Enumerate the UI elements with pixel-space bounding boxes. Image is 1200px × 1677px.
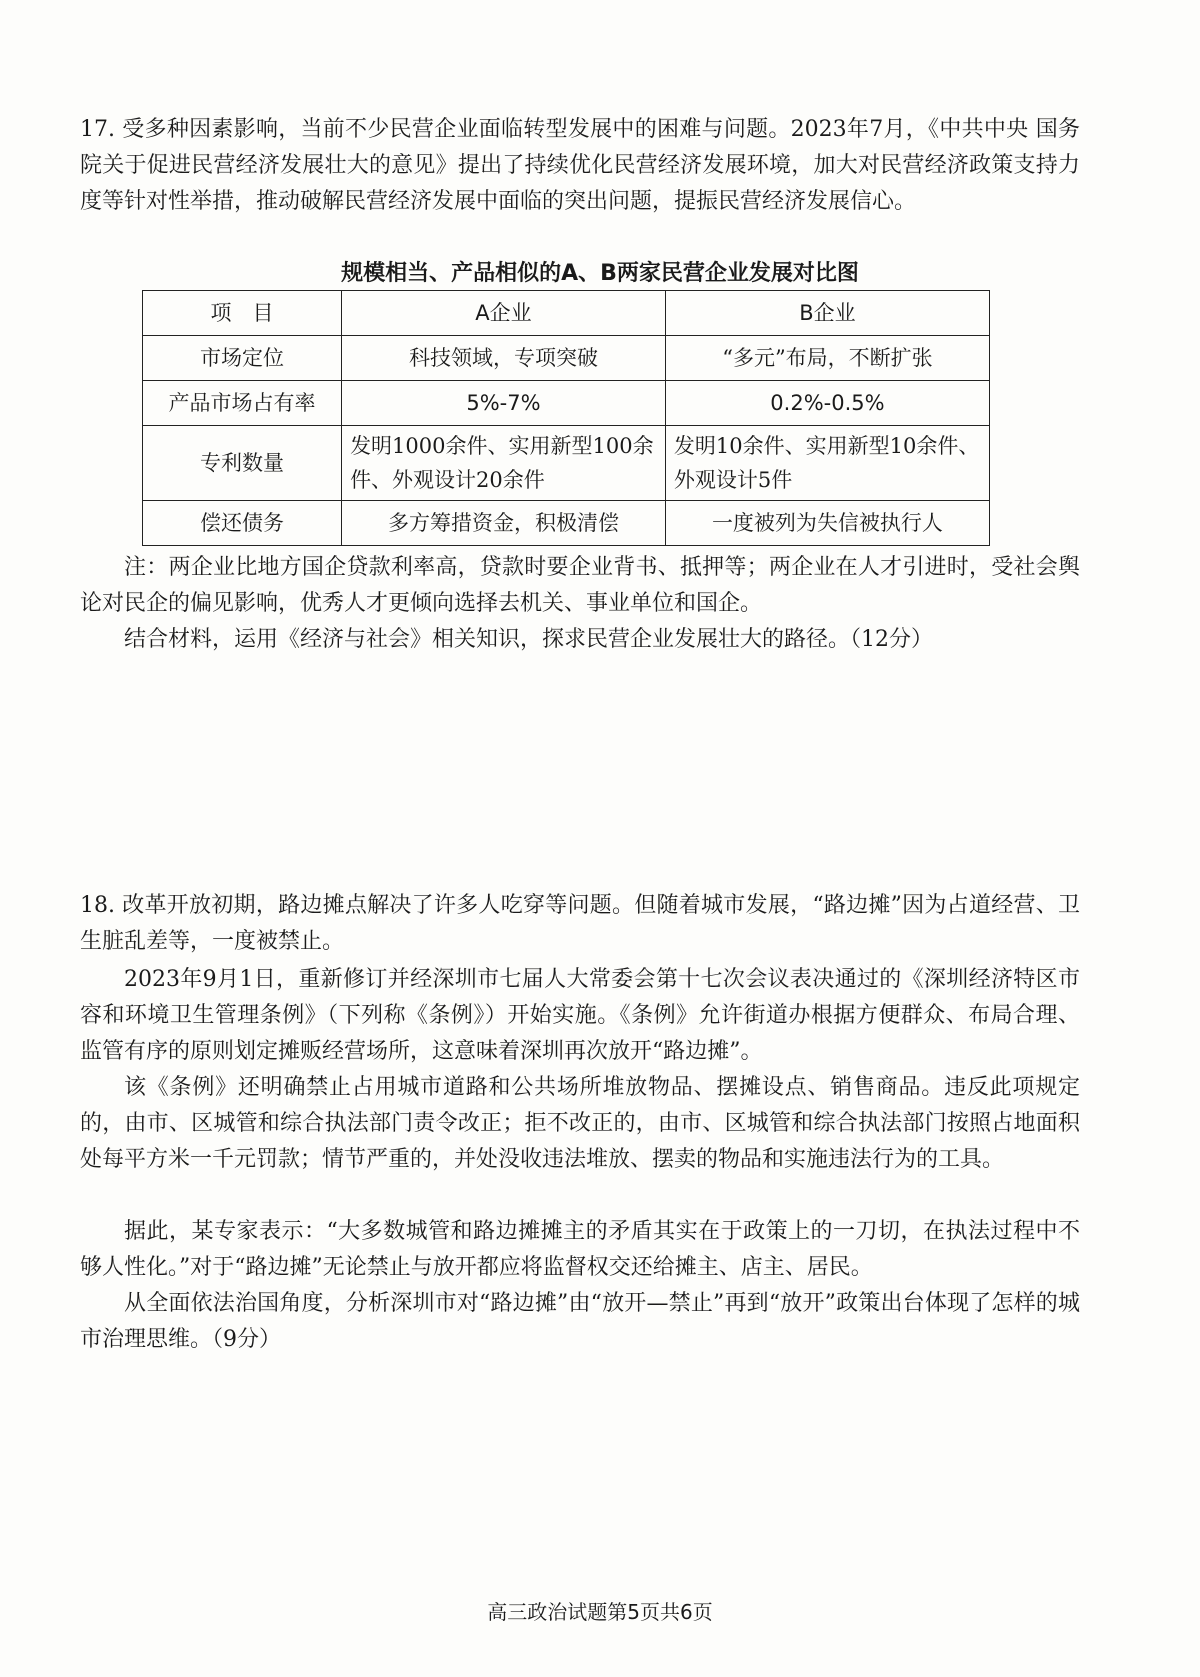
table-row <box>143 336 990 381</box>
table-row <box>143 381 990 426</box>
cell-a: 多方筹措资金，积极清偿 <box>342 501 666 546</box>
table-row <box>143 501 990 546</box>
cell-b: 发明10余件、实用新型10余件、外观设计5件 <box>665 426 989 501</box>
cell-a: 科技领域，专项突破 <box>342 336 666 381</box>
cell-a: 发明1000余件、实用新型100余件、外观设计20余件 <box>342 426 666 501</box>
q18-question: 从全面依法治国角度，分析深圳市对“路边摊”由“放开—禁止”再到“放开”政策出台体现了怎样的城市治理思维。（9分） <box>80 1291 1080 1352</box>
row-label: 产品市场占有率 <box>143 381 342 426</box>
cell-b: 0.2%-0.5% <box>665 381 989 426</box>
q18-paragraph-1: 18. 改革开放初期，路边摊点解决了许多人吃穿等问题。但随着城市发展，“路边摊”因为占道经营、卫生脏乱差等，一度被禁止。 <box>80 893 1080 954</box>
q18-paragraph-2: 2023年9月1日，重新修订并经深圳市七届人大常委会第十七次会议表决通过的《深圳经济特区市容和环境卫生管理条例》（下列称《条例》）开始实施。《条例》允许街道办根据方便群众、布局合理、监管有序的原则划定摊贩经营场所，这意味着深圳再次放开“路边摊”。 <box>80 967 1080 1064</box>
header-company-b: B企业 <box>665 291 989 336</box>
cell-a: 5%-7% <box>342 381 666 426</box>
q17-question: 结合材料，运用《经济与社会》相关知识，探求民营企业发展壮大的路径。（12分） <box>124 627 933 652</box>
row-label: 偿还债务 <box>143 501 342 546</box>
q17-note: 注：两企业比地方国企贷款利率高，贷款时要企业背书、抵押等；两企业在人才引进时，受社会舆论对民企的偏见影响，优秀人才更倾向选择去机关、事业单位和国企。 <box>80 555 1080 616</box>
header-item: 项 目 <box>143 291 342 336</box>
table-title: 规模相当、产品相似的A、B两家民营企业发展对比图 <box>341 261 859 286</box>
table-row <box>143 426 990 501</box>
cell-b: 一度被列为失信被执行人 <box>665 501 989 546</box>
header-company-a: A企业 <box>342 291 666 336</box>
q18-paragraph-4: 据此，某专家表示：“大多数城管和路边摊摊主的矛盾其实在于政策上的一刀切，在执法过程中不够人性化。”对于“路边摊”无论禁止与放开都应将监督权交还给摊主、店主、居民。 <box>80 1219 1080 1280</box>
comparison-table <box>142 290 990 546</box>
row-label: 市场定位 <box>143 336 342 381</box>
table-header-row <box>143 291 990 336</box>
row-label: 专利数量 <box>143 426 342 501</box>
q18-paragraph-3: 该《条例》还明确禁止占用城市道路和公共场所堆放物品、摆摊设点、销售商品。违反此项规定的，由市、区城管和综合执法部门责令改正；拒不改正的，由市、区城管和综合执法部门按照占地面积处每平方米一千元罚款；情节严重的，并处没收违法堆放、摆卖的物品和实施违法行为的工具。 <box>80 1075 1080 1172</box>
page-footer: 高三政治试题第5页共6页 <box>487 1600 713 1624</box>
cell-b: “多元”布局，不断扩张 <box>665 336 989 381</box>
q17-stem: 17. 受多种因素影响，当前不少民营企业面临转型发展中的困难与问题。2023年7月，《中共中央 国务院关于促进民营经济发展壮大的意见》提出了持续优化民营经济发展环境，加大对民营经济政策支持力度等针对性举措，推动破解民营经济发展中面临的突出问题，提振民营经济发展信心。 <box>80 117 1080 214</box>
